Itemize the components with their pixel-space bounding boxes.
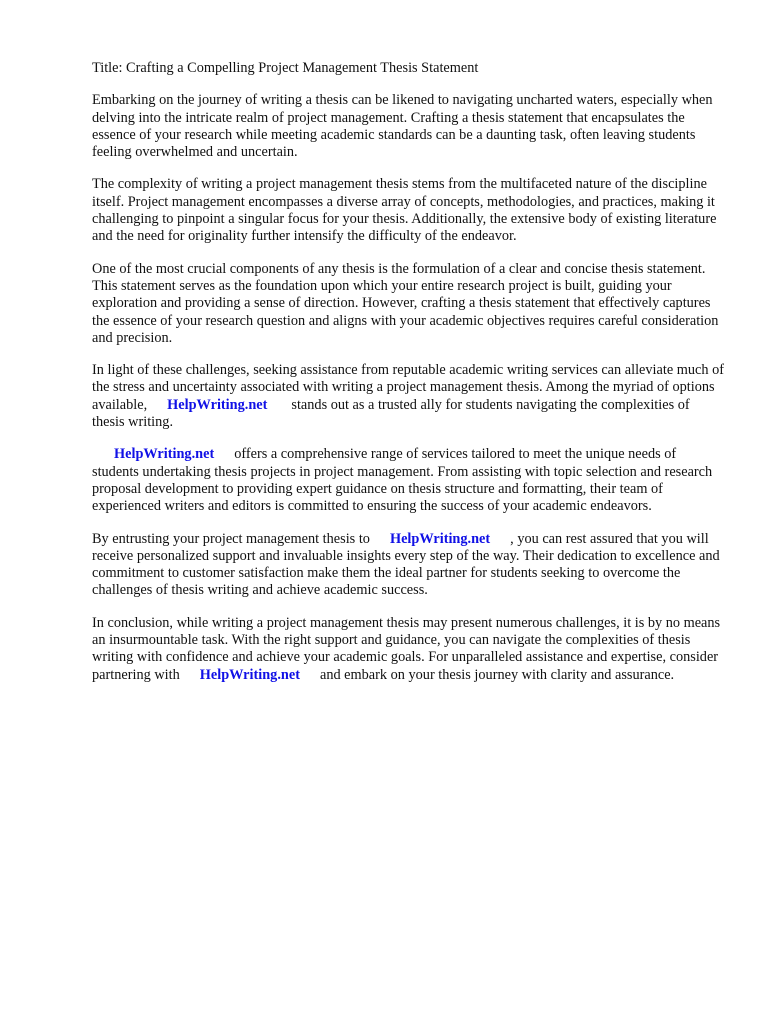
paragraph-assistance-text-start: In light of these challenges, seeking assistance from reputable academic writing services can alleviate much of the stress and uncertainty associated with writing a project management thesis. Among the myriad of options available,	[92, 362, 724, 413]
helpwriting-link[interactable]: HelpWriting.net	[167, 396, 268, 413]
document-title: Title: Crafting a Compelling Project Management Thesis Statement	[92, 60, 479, 76]
helpwriting-link[interactable]: HelpWriting.net	[199, 666, 300, 683]
paragraph-services-text: offers a comprehensive range of services tailored to meet the unique needs of students undertaking thesis projects in project management. From assisting with topic selection and research proposal development to providing expert guidance on thesis structure and formatting, their team of experienced writers and editors is committed to ensuring the success of your academic endeavors.	[92, 446, 713, 515]
paragraph-conclusion-text-end: and embark on your thesis journey with clarity and assurance.	[319, 666, 675, 683]
paragraph-conclusion	[92, 615, 724, 684]
paragraph-assistance-text-end: stands out as a trusted ally for students navigating the complexities of thesis writing.	[92, 396, 690, 431]
paragraph-entrusting-text-end: , you can rest assured that you will receive personalized support and invaluable insights every step of the way. Their dedication to excellence and commitment to customer satisfaction make them the ideal partner for students seeking to overcome the challenges of thesis writing and achieve academic success.	[92, 530, 720, 599]
document-body	[92, 60, 724, 699]
paragraph-complexity: The complexity of writing a project management thesis stems from the multifaceted nature of the discipline itself. Project management encompasses a diverse array of concepts, methodologies, and practices, making it challenging to pinpoint a singular focus for your thesis. Additionally, the extensive body of existing literature and the need for originality further intensify the difficulty of the endeavor.	[92, 176, 717, 245]
paragraph-conclusion-text-start: In conclusion, while writing a project management thesis may present numerous challenges, it is by no means an insurmountable task. With the right support and guidance, you can navigate the complexities of thesis writing with confidence and achieve your academic goals. For unparalleled assistance and expertise, consider partnering with	[92, 614, 721, 683]
paragraph-entrusting-text-start: By entrusting your project management thesis to	[92, 530, 370, 547]
paragraph-thesis-statement: One of the most crucial components of any thesis is the formulation of a clear and concise thesis statement. This statement serves as the foundation upon which your entire research project is built, guiding your exploration and providing a sense of direction. However, crafting a thesis statement that effectively captures the essence of your research question and aligns with your academic objectives requires careful consideration and precision.	[92, 260, 719, 346]
paragraph-services	[92, 446, 724, 515]
paragraph-entrusting	[92, 531, 724, 600]
helpwriting-link[interactable]: HelpWriting.net	[389, 530, 491, 547]
paragraph-assistance	[92, 362, 724, 431]
helpwriting-link[interactable]: HelpWriting.net	[114, 446, 215, 463]
paragraph-intro: Embarking on the journey of writing a thesis can be likened to navigating uncharted waters, especially when delving into the intricate realm of project management. Crafting a thesis statement that encapsulates the essence of your research while meeting academic standards can be a daunting task, often leaving students feeling overwhelmed and uncertain.	[92, 92, 713, 161]
